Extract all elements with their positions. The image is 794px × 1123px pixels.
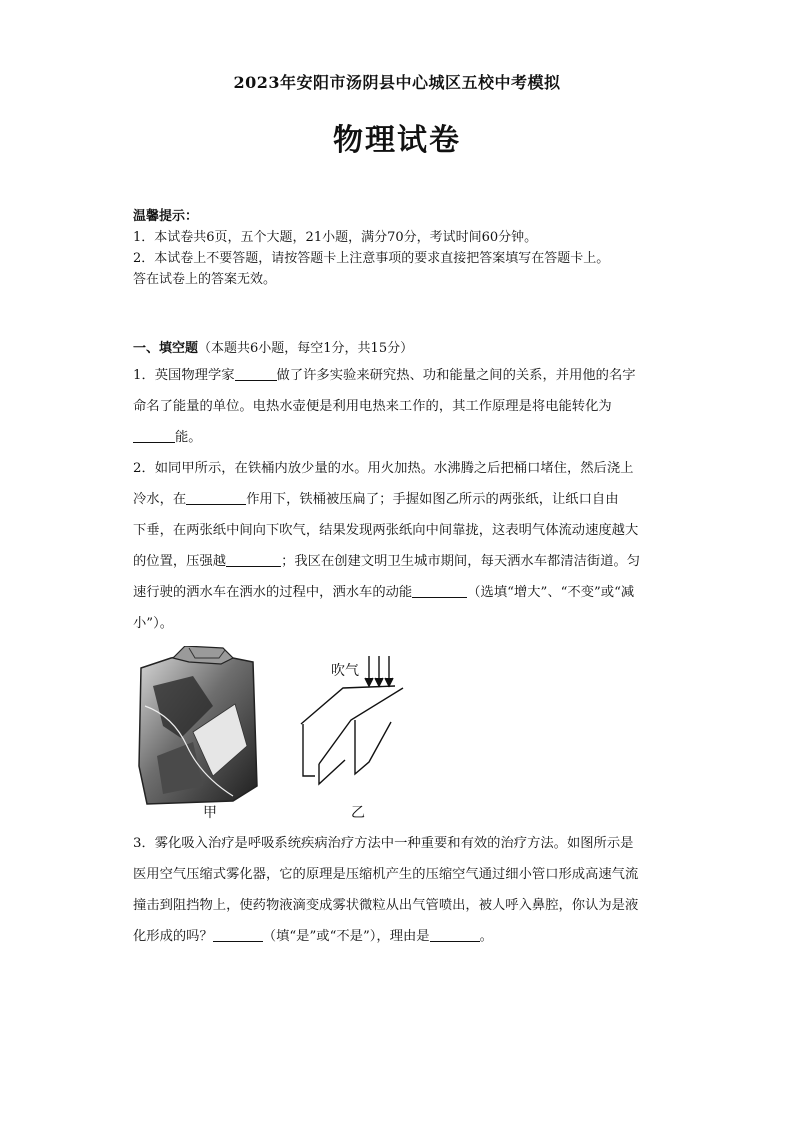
notice-line-3: 答在试卷上的答案无效。: [133, 272, 277, 287]
section-note: （本题共6小题，每空1分，共15分）: [198, 341, 414, 356]
q3-line-2: 医用空气压缩式雾化器，它的原理是压缩机产生的压缩空气通过细小管口形成高速气流: [133, 867, 639, 882]
answer-blank: [430, 927, 480, 942]
section-title: 一、填空题: [133, 341, 199, 356]
q1-line-1: [133, 360, 673, 391]
q3-text: 。: [479, 929, 493, 944]
q2-line-3: 下垂，在两张纸中间向下吹气，结果发现两张纸向中间靠拢，这表明气体流动速度越大: [133, 523, 639, 538]
q2-text: 的位置，压强越: [133, 554, 227, 569]
crushed-can-icon: [139, 646, 257, 804]
q3-line-1: 3．雾化吸入治疗是呼吸系统疾病治疗方法中一种重要和有效的治疗方法。如图所示是: [133, 836, 634, 851]
q2-line-1: 2．如同甲所示，在铁桶内放少量的水。用火加热。水沸腾之后把桶口堵住，然后浇上: [133, 461, 634, 476]
figure-label-jia: 甲: [203, 805, 217, 821]
q2-text: 冷水，在: [133, 492, 187, 507]
blow-label: 吹气: [331, 663, 359, 679]
q3-line-3: 撞击到阻挡物上，使药物液滴变成雾状微粒从出气管喷出，被人呼入鼻腔，你认为是液: [133, 898, 639, 913]
q1-text-a: 1．英国物理学家: [133, 368, 235, 383]
figure-q2: [133, 646, 433, 826]
answer-blank: [226, 552, 281, 567]
q2-line-6: 小”）。: [133, 616, 174, 631]
section-heading: [133, 338, 673, 360]
answer-blank: [412, 583, 467, 598]
figure-label-yi: 乙: [351, 805, 365, 821]
q2-text: ；我区在创建文明卫生城市期间，每天洒水车都清洁街道。匀: [281, 554, 641, 569]
section-fill-in: [133, 338, 673, 639]
answer-blank: [186, 490, 246, 505]
notice-line-2: 2．本试卷上不要答题，请按答题卡上注意事项的要求直接把答案填写在答题卡上。: [133, 251, 610, 266]
exam-subtitle: 2023年安阳市汤阴县中心城区五校中考模拟: [233, 73, 561, 92]
answer-blank: [213, 927, 263, 942]
crushed-can-and-paper-figure: [133, 646, 433, 826]
q2-line-4: [133, 546, 673, 577]
notice-block: [133, 206, 693, 290]
q3-text: （填“是”或“不是”），理由是: [262, 929, 430, 944]
q1-text-b: 做了许多实验来研究热、功和能量之间的关系，并用他的名字: [276, 368, 636, 383]
notice-line-1: 1．本试卷共6页，五个大题，21小题，满分70分，考试时间60分钟。: [133, 230, 538, 245]
question-2: [133, 453, 673, 639]
q2-line-5: [133, 577, 673, 608]
q1-line-2: 命名了能量的单位。电热水壶便是利用电热来工作的，其工作原理是将电能转化为: [133, 399, 612, 414]
exam-title: 物理试卷: [333, 123, 461, 158]
q2-text: 速行驶的洒水车在洒水的过程中，洒水车的动能: [133, 585, 413, 600]
q2-text: （选填“增大”、“不变”或“减: [467, 585, 635, 600]
answer-blank: [235, 366, 277, 381]
notice-head: 温馨提示：: [133, 209, 199, 224]
q1-text-c: 能。: [175, 430, 202, 445]
q2-text: 作用下，铁桶被压扁了；手握如图乙所示的两张纸，让纸口自由: [246, 492, 619, 507]
answer-blank: [133, 428, 175, 443]
q1-line-3: [133, 422, 673, 453]
question-1: [133, 360, 673, 453]
q3-line-4: [133, 921, 673, 952]
q3-text: 化形成的吗？: [133, 929, 213, 944]
q2-line-2: [133, 484, 673, 515]
question-3: [133, 828, 673, 952]
